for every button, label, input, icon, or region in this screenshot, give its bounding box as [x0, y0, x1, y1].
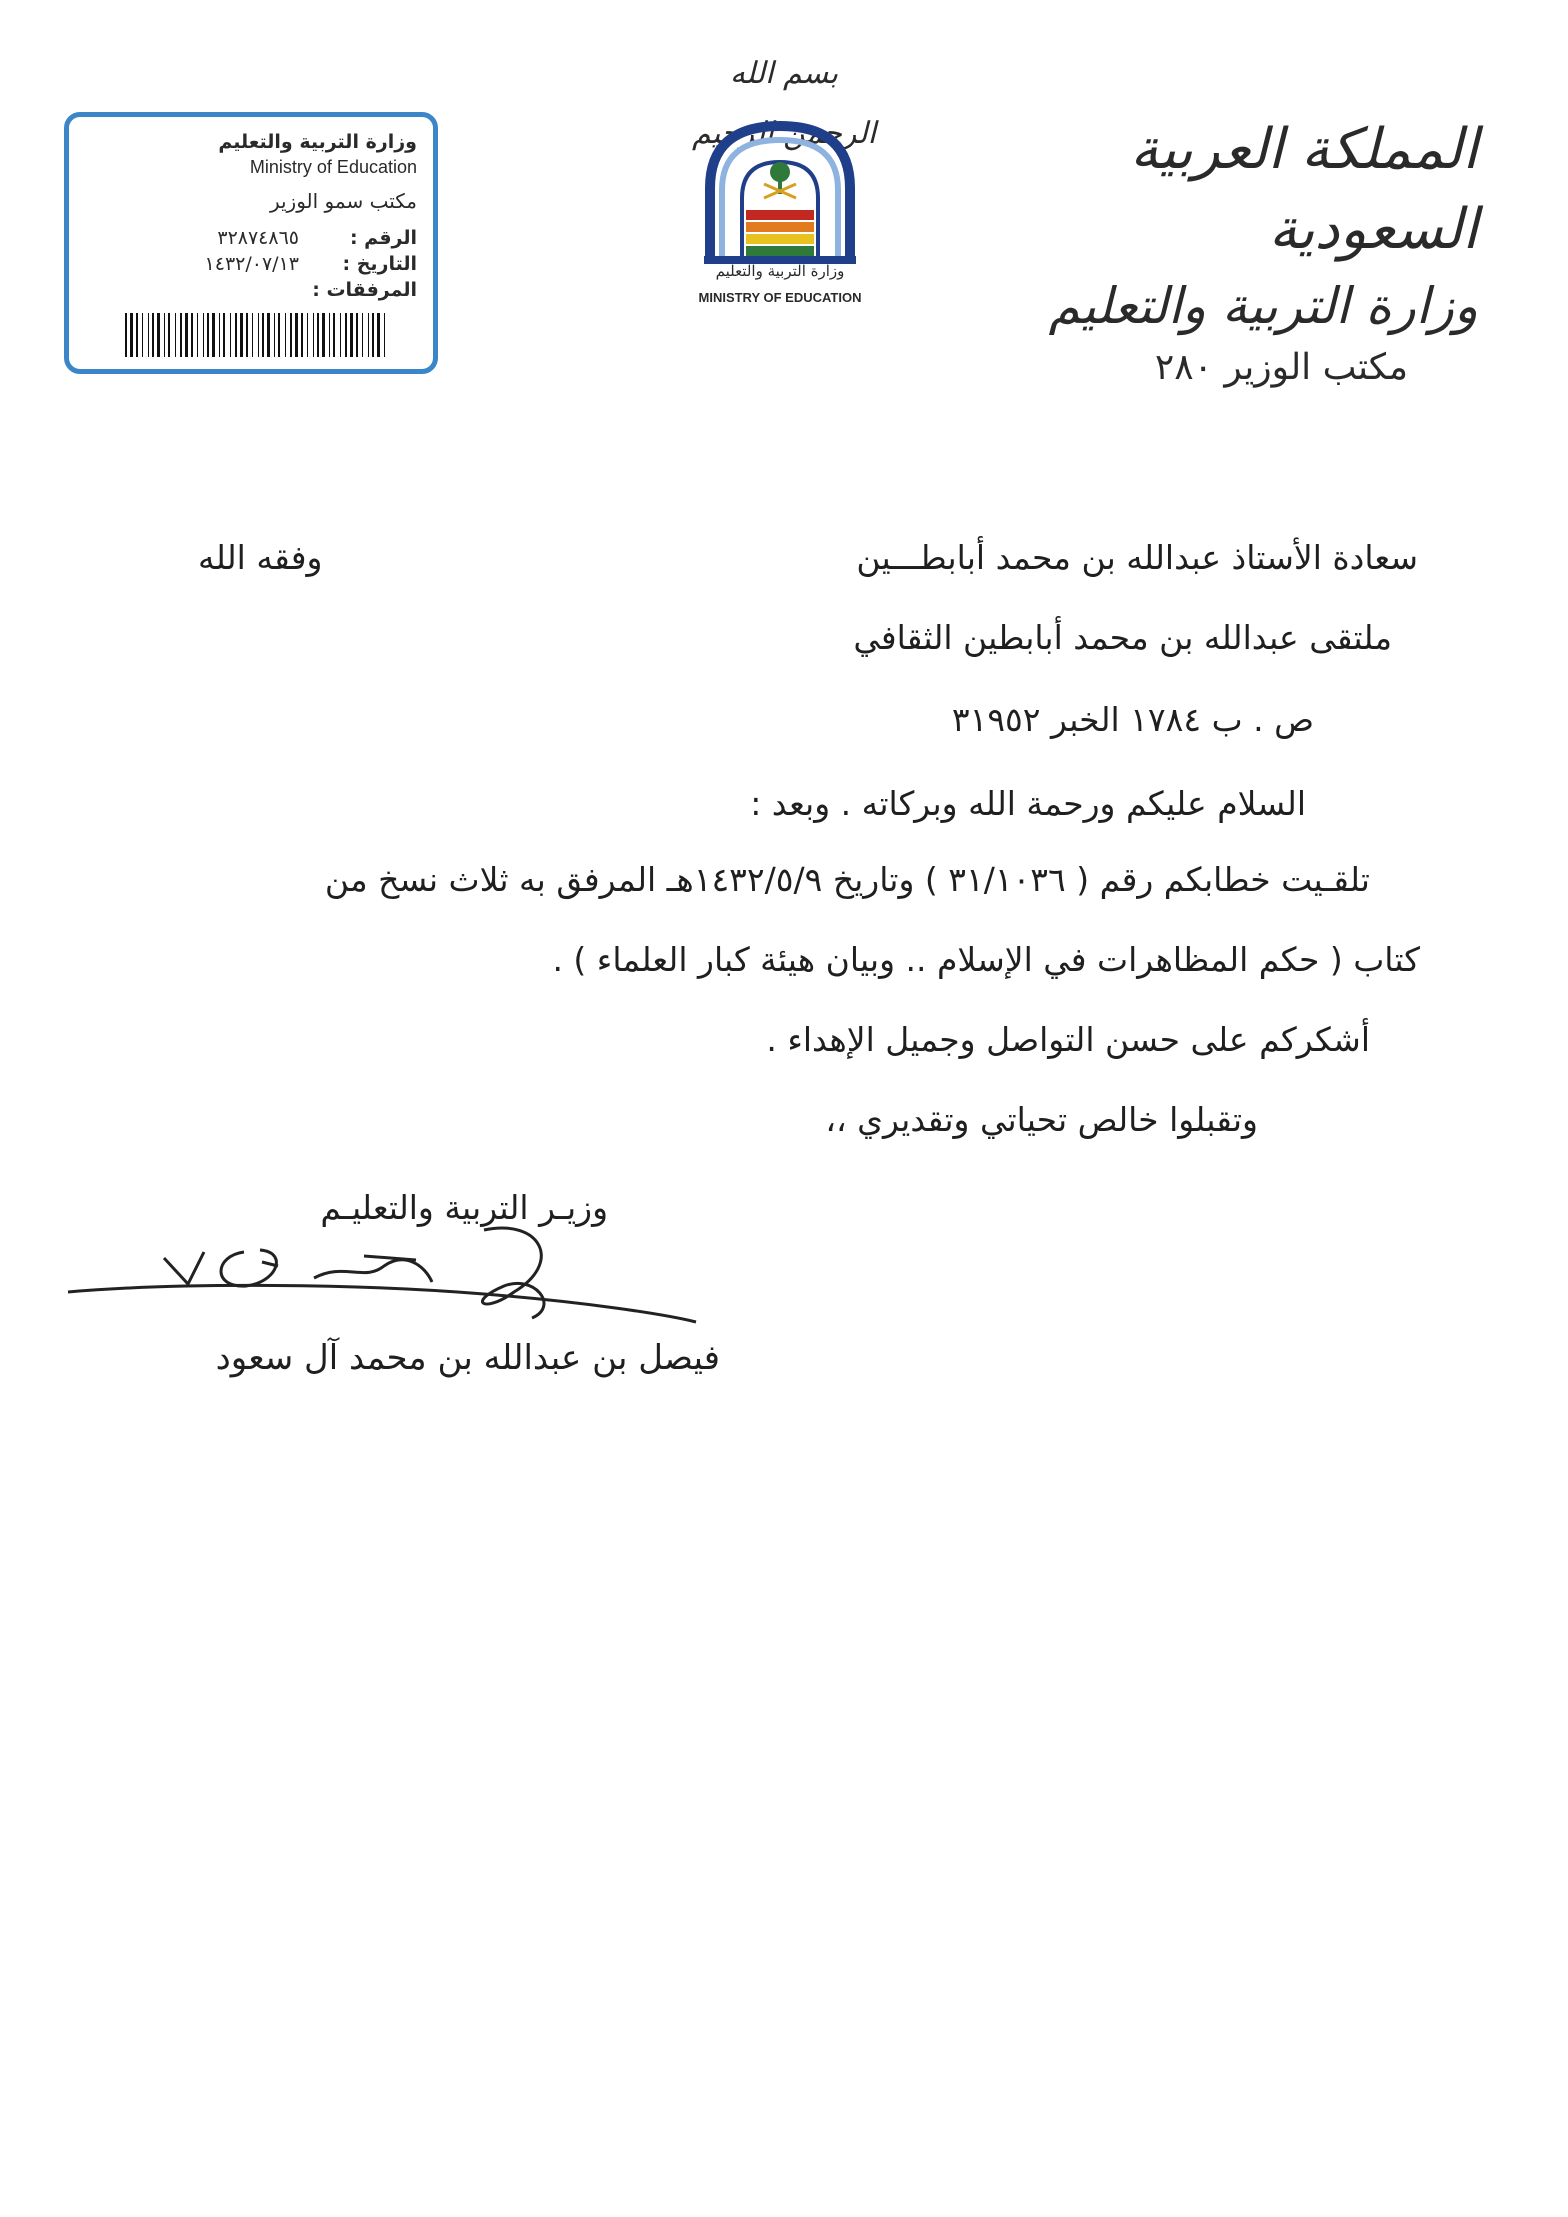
recipient-line: سعادة الأستاذ عبدالله بن محمد أبابطـــين [856, 538, 1418, 577]
office-number: ٢٨٠ [1154, 347, 1213, 388]
registration-stamp [64, 112, 438, 374]
emblem-english-label: MINISTRY OF EDUCATION [698, 290, 862, 305]
stamp-attachments-label: المرفقات : [312, 279, 417, 301]
body-line-2: كتاب ( حكم المظاهرات في الإسلام .. وبيان هيئة كبار العلماء ) . [552, 940, 1420, 979]
greeting-line: السلام عليكم ورحمة الله وبركاته . وبعد : [750, 784, 1306, 823]
ministry-name: وزارة التربية والتعليم [1048, 277, 1478, 335]
stamp-date-label: التاريخ : [342, 253, 417, 275]
stamp-number-row [87, 227, 417, 249]
office-line [1048, 342, 1478, 394]
closing-line: وتقبلوا خالص تحياتي وتقديري ،، [825, 1100, 1258, 1139]
office-name: مكتب الوزير [1224, 347, 1408, 388]
stamp-ministry-english: Ministry of Education [249, 157, 417, 177]
forum-line: ملتقى عبدالله بن محمد أبابطين الثقافي [853, 618, 1392, 657]
po-box-line: ص . ب ١٧٨٤ الخبر ٣١٩٥٢ [951, 700, 1314, 739]
barcode-icon [125, 313, 387, 357]
stamp-ministry-arabic: وزارة التربية والتعليم [218, 131, 417, 153]
blessing-line: وفقه الله [198, 538, 323, 577]
stamp-number-label: الرقم : [349, 227, 417, 249]
stamp-date-value: ١٤٣٢/٠٧/١٣ [204, 253, 299, 275]
minister-name: فيصل بن عبدالله بن محمد آل سعود [215, 1338, 720, 1378]
kingdom-name: المملكة العربية السعودية [1130, 117, 1478, 262]
stamp-number-value: ٣٢٨٧٤٨٦٥ [217, 227, 299, 249]
minister-title: وزيـر التربية والتعليـم [320, 1188, 608, 1227]
body-line-1: تلقـيت خطابكم رقم ( ٣١/١٠٣٦ ) وتاريخ ١٤٣٢/٥/٩هـ المرفق به ثلاث نسخ من [324, 860, 1370, 899]
stamp-attachments-row [87, 279, 417, 301]
emblem-arabic-label: وزارة التربية والتعليم [715, 262, 845, 280]
ministry-emblem-icon [690, 118, 870, 318]
thanks-line: أشكركم على حسن التواصل وجميل الإهداء . [766, 1020, 1370, 1059]
basmala-calligraphy: بسم الله الرحمن الرحيم [692, 56, 876, 151]
letterhead-right [1048, 110, 1478, 394]
stamp-office: مكتب سمو الوزير [269, 189, 417, 213]
stamp-date-row [87, 253, 417, 275]
handwritten-signature [64, 1222, 704, 1332]
